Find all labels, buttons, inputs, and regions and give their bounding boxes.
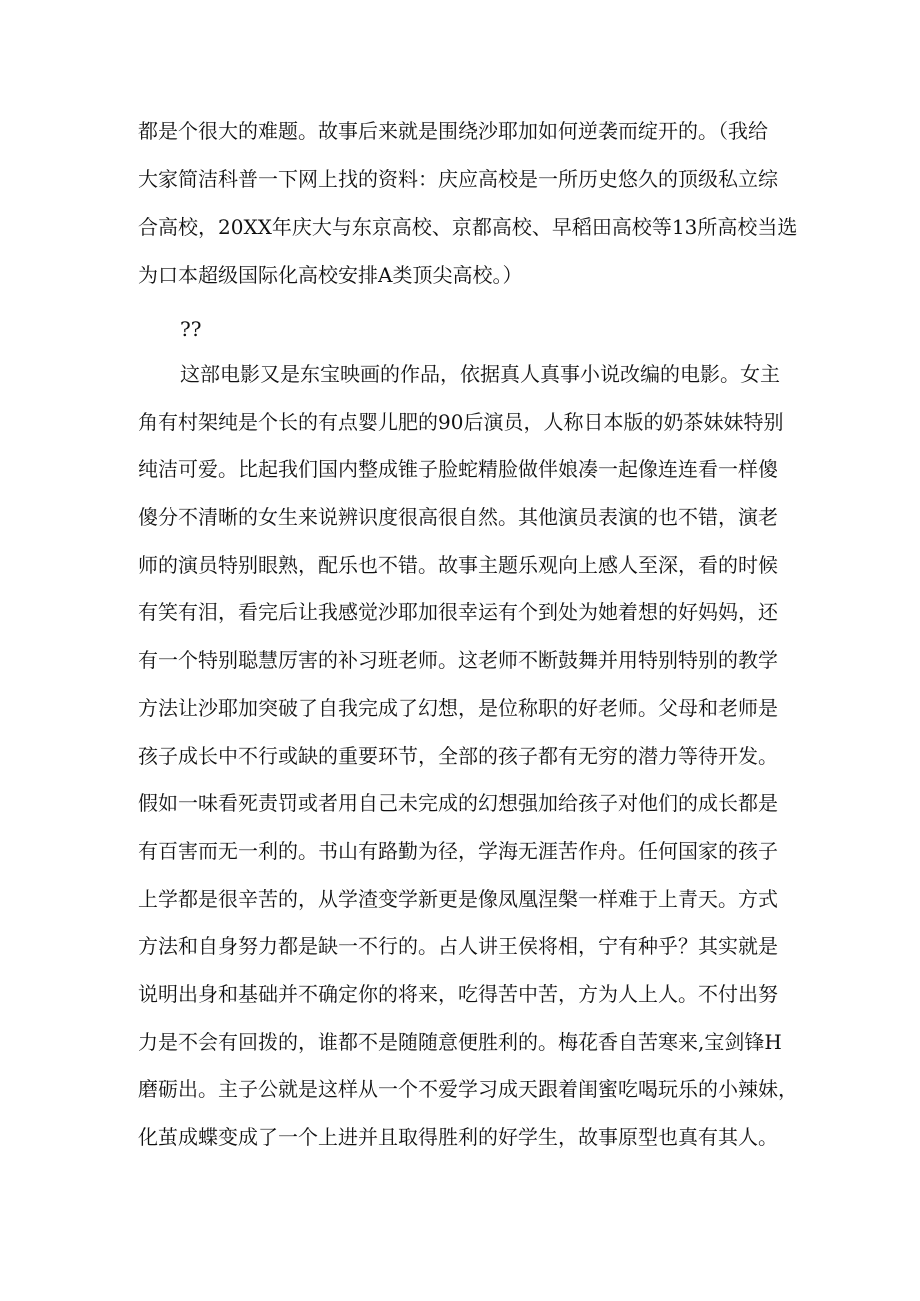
text-line: 师的演员特别眼熟，配乐也不错。故事主题乐观向上感人至深，看的时候 [138, 553, 778, 577]
text-line: 有一个特别聪慧厉害的补习班老师。这老师不断鼓舞并用特别特别的教学 [138, 648, 778, 672]
text-line: 化茧成蝶变成了一个上进并且取得胜利的好学生，故事原型也真有其人。 [138, 1125, 778, 1149]
text-line: 力是不会有回拨的，谁都不是随随意便胜利的。梅花香自苦寒来,宝剑锋H [138, 1030, 782, 1054]
text-line: 磨砺出。主子公就是这样从一个不爱学习成天跟着闺蜜吃喝玩乐的小辣妹， [138, 1077, 798, 1101]
text-line: 方法和自身努力都是缺一不行的。占人讲王侯将相，宁有种乎？其实就是 [138, 934, 778, 958]
text-line: 有笑有泪，看完后让我感觉沙耶加很幸运有个到处为她着想的好妈妈，还 [138, 600, 778, 624]
text-line: 孩子成长中不行或缺的重要环节，全部的孩子都有无穷的潜力等待开发。 [138, 744, 778, 768]
text-line: 纯洁可爱。比起我们国内整成锥子脸蛇精脸做伴娘凑一起像连连看一样傻 [138, 457, 778, 481]
text-line: 说明出身和基础并不确定你的将来，吃得苦中苦，方为人上人。不付出努 [138, 982, 778, 1006]
text-line: 合高校，20XX年庆大与东京高校、京都高校、早稻田高校等13所高校当选 [138, 215, 798, 239]
text-line: 都是个很大的难题。故事后来就是围绕沙耶加如何逆袭而绽开的。（我给 [138, 119, 768, 143]
text-line: 角有村架纯是个长的有点婴儿肥的90后演员，人称日本版的奶茶妹妹特别 [138, 410, 784, 434]
text-line: 傻分不清晰的女生来说辨识度很高很自然。其他演员表演的也不错，演老 [138, 505, 778, 529]
text-line: 假如一味看死责罚或者用自己未完成的幻想强加给孩子对他们的成长都是 [138, 791, 778, 815]
text-line: 方法让沙耶加突破了自我完成了幻想，是位称职的好老师。父母和老师是 [138, 696, 778, 720]
text-line: 有百害而无一利的。书山有路勤为径，学海无涯苦作舟。任何国家的孩子 [138, 839, 778, 863]
text-line: 为口本超级国际化高校安排A类顶尖高校。） [138, 263, 523, 287]
text-line: 这部电影又是东宝映画的作品，依据真人真事小说改编的电影。女主 [180, 362, 780, 386]
text-line: 上学都是很辛苦的，从学渣变学新更是像凤凰涅槃一样难于上青天。方式 [138, 887, 778, 911]
separator-text: ?? [180, 317, 202, 341]
text-line: 大家简洁科普一下网上找的资料：庆应高校是一所历史悠久的顶级私立综 [138, 167, 778, 191]
